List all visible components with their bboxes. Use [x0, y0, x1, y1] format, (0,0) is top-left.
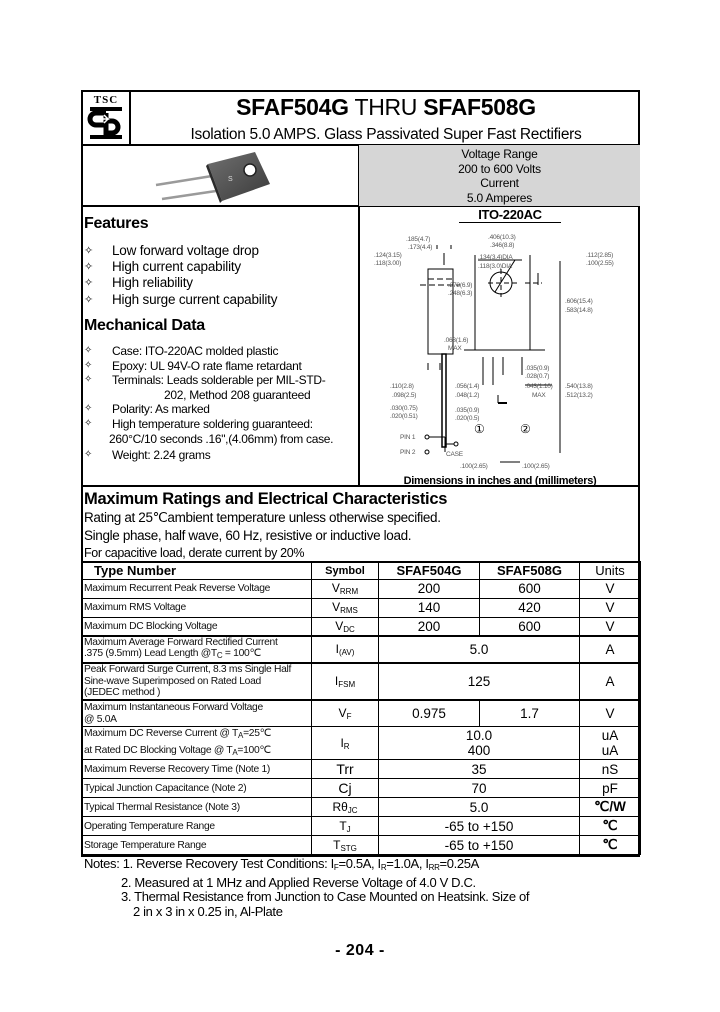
diamond-bullet-icon: ✧: [84, 293, 94, 306]
mechanical-text: Weight: 2.24 grams: [112, 448, 211, 463]
pin2-label: PIN 2: [400, 449, 416, 456]
row-description: [82, 700, 312, 727]
dimension-label: .100(2.65): [460, 463, 488, 470]
rating-condition: Single phase, half wave, 60 Hz, resistive or inductive load.: [84, 528, 412, 543]
symbol-subscript: DC: [343, 624, 355, 634]
row-unit: A: [580, 636, 641, 663]
spec-summary-box: [359, 145, 640, 206]
dimension-label: MAX: [448, 345, 462, 352]
unit-at-100c: uA: [601, 743, 619, 759]
dimension-label: .112(2.85): [586, 252, 614, 259]
dimension-label: .185(4.7): [406, 236, 431, 243]
header-units: Units: [580, 562, 641, 579]
row-unit: V: [580, 598, 641, 617]
symbol-subscript: JC: [347, 805, 358, 815]
row-description: [82, 636, 312, 663]
symbol-base: I: [335, 641, 339, 656]
product-image: [150, 148, 280, 203]
feature-text: High reliability: [112, 275, 193, 291]
dimension-label: .134(3.4)DIA: [478, 254, 513, 261]
footnote-3: 3. Thermal Resistance from Junction to Case Mounted on Heatsink. Size of: [121, 889, 530, 905]
row-value-sfaf508g: 600: [480, 579, 580, 598]
symbol-base: V: [335, 618, 344, 633]
row-description: Typical Junction Capacitance (Note 2): [82, 779, 312, 798]
description-text: =25℃: [243, 728, 271, 740]
dimension-label: .048(1.2): [455, 392, 480, 399]
row-unit: V: [580, 579, 641, 598]
diamond-bullet-icon: ✧: [84, 261, 94, 274]
row-value-combined: 125: [379, 663, 580, 700]
dimension-label: .028(0.7): [525, 373, 550, 380]
description-subscript: A: [232, 747, 238, 757]
header-type-number: Type Number: [82, 562, 312, 579]
dimension-label: .540(13.8): [565, 383, 593, 390]
feature-item: [84, 292, 354, 308]
description-line: [84, 648, 309, 661]
pin2-marker: ②: [520, 422, 531, 436]
row-value-sfaf504g: 0.975: [379, 700, 480, 727]
mechanical-item: [84, 402, 364, 417]
dimension-label: .020(0.5): [455, 415, 480, 422]
row-description: Maximum DC Blocking Voltage: [82, 617, 312, 636]
dimension-label: .118(3.00): [374, 260, 402, 267]
dimension-label: .035(0.9): [455, 407, 480, 414]
row-symbol: [312, 598, 379, 617]
row-unit: nS: [580, 760, 641, 779]
row-description: [82, 663, 312, 700]
footnotes: [84, 857, 529, 919]
row-value-sfaf504g: 200: [379, 579, 480, 598]
mechanical-text: Epoxy: UL 94V-O rate flame retardant: [112, 358, 302, 373]
row-value-combined: 70: [379, 779, 580, 798]
description-line: [84, 728, 309, 741]
page-number: - 204 -: [335, 942, 385, 959]
description-line: Peak Forward Surge Current, 8.3 ms Single Half: [84, 664, 292, 676]
dimension-label: .272(6.9): [448, 282, 473, 289]
table-row: [82, 836, 641, 855]
symbol-base: T: [333, 837, 341, 852]
symbol-base: T: [339, 818, 347, 833]
dimension-label: .063(1.6): [444, 337, 469, 344]
row-value-sfaf508g: 420: [480, 598, 580, 617]
table-row: [82, 779, 641, 798]
footnote-text: Notes: 1. Reverse Recovery Test Conditions: I: [84, 856, 334, 871]
row-description: Storage Temperature Range: [82, 836, 312, 855]
dimension-label: .030(0.75): [390, 405, 418, 412]
mechanical-list: [84, 344, 364, 463]
row-unit: A: [580, 663, 641, 700]
unit-at-25c: uA: [601, 728, 619, 744]
symbol-subscript: RMS: [340, 606, 358, 615]
row-description: Operating Temperature Range: [82, 817, 312, 836]
diamond-bullet-icon: ✧: [84, 374, 93, 386]
table-row: [82, 598, 641, 617]
feature-text: High current capability: [112, 259, 241, 275]
description-subscript: A: [238, 731, 244, 741]
dimension-label: .173(4.4): [408, 244, 433, 251]
table-row: [82, 663, 641, 700]
symbol-subscript: RRM: [339, 587, 359, 596]
row-symbol: [312, 617, 379, 636]
table-row: [82, 760, 641, 779]
ratings-heading: Maximum Ratings and Electrical Characteristics: [84, 490, 448, 508]
dimension-label: .056(1.4): [455, 383, 480, 390]
description-line: @ 5.0A: [84, 713, 117, 725]
row-value-sfaf504g: 200: [379, 617, 480, 636]
symbol-base: Rθ: [332, 799, 348, 814]
dimension-label: .035(0.9): [525, 365, 550, 372]
header-sfaf508g: SFAF508G: [480, 562, 580, 579]
symbol-subscript: (AV): [338, 647, 355, 657]
feature-text: High surge current capability: [112, 291, 278, 307]
dimension-label: .512(13.2): [565, 392, 593, 399]
table-row: [82, 700, 641, 727]
footnote-2: 2. Measured at 1 MHz and Applied Reverse Voltage of 4.0 V D.C.: [121, 874, 476, 890]
footnote-text: =0.25A: [439, 856, 479, 871]
mechanical-heading: Mechanical Data: [84, 317, 205, 334]
logo-divider: [129, 90, 131, 145]
row-value-sfaf508g: 600: [480, 617, 580, 636]
mechanical-item: [84, 448, 364, 463]
dimension-label: MAX: [532, 392, 546, 399]
description-line: (JEDEC method ): [84, 687, 161, 699]
row-value-combined: -65 to +150: [379, 836, 580, 855]
table-row: [82, 636, 641, 663]
row-unit: ℃: [580, 817, 641, 836]
pin1-label: PIN 1: [400, 434, 416, 441]
voltage-range-value: 200 to 600 Volts: [458, 161, 541, 176]
row-value-sfaf504g: 140: [379, 598, 480, 617]
logo-text: TSC: [93, 94, 119, 106]
page-subtitle: Isolation 5.0 AMPS. Glass Passivated Super Fast Rectifiers: [190, 126, 582, 143]
row-symbol: [312, 579, 379, 598]
dimension-label: .110(2.8): [390, 383, 414, 390]
description-text: .375 (9.5mm) Lead Length @T: [84, 648, 217, 660]
row-unit: V: [580, 617, 641, 636]
row-symbol: Cj: [312, 779, 379, 798]
row-symbol: Trr: [312, 760, 379, 779]
table-row: [82, 727, 641, 760]
dimension-label: .583(14.8): [565, 307, 593, 314]
description-text: =100℃: [237, 744, 271, 756]
row-unit: ℃: [580, 836, 641, 855]
symbol-subscript: R: [343, 741, 350, 751]
svg-text:S: S: [228, 176, 233, 183]
dimension-label: .020(0.51): [390, 413, 418, 420]
value-at-100c: 400: [467, 743, 491, 759]
row-symbol: [312, 836, 379, 855]
diamond-bullet-icon: ✧: [84, 403, 93, 415]
row-value-combined: 35: [379, 760, 580, 779]
mechanical-item-continued: [84, 432, 364, 447]
row-symbol: [312, 817, 379, 836]
diamond-bullet-icon: ✧: [84, 417, 93, 429]
header-symbol: Symbol: [312, 562, 379, 579]
mechanical-text: 202, Method 208 guaranteed: [164, 387, 311, 402]
features-heading: Features: [84, 215, 149, 232]
symbol-base: V: [338, 706, 347, 721]
row-description: [82, 727, 312, 760]
diamond-bullet-icon: ✧: [84, 359, 93, 371]
row-symbol: [312, 727, 379, 760]
dimension-label: .118(3.0)DIA: [478, 263, 512, 270]
mechanical-text: High temperature soldering guaranteed:: [112, 416, 313, 431]
mechanical-text: Polarity: As marked: [112, 402, 210, 417]
row-value-combined: 5.0: [379, 798, 580, 817]
feature-item: [84, 259, 354, 275]
mechanical-item-continued: [84, 388, 364, 403]
description-text: at Rated DC Blocking Voltage @ T: [84, 744, 233, 756]
mechanical-text: Terminals: Leads solderable per MIL-STD-: [112, 373, 326, 388]
title-part-start: SFAF504G: [236, 94, 349, 120]
dimension-label: .346(8.8): [490, 242, 515, 249]
mechanical-item: [84, 359, 364, 374]
description-text: Maximum DC Reverse Current @ T: [84, 728, 239, 740]
pin1-marker: ①: [474, 422, 485, 436]
title-thru: THRU: [348, 94, 424, 120]
dimension-label: .100(2.65): [522, 463, 550, 470]
dimension-label: .124(3.15): [374, 252, 402, 259]
row-symbol: [312, 798, 379, 817]
case-label: CASE: [446, 451, 463, 458]
dimension-label: .406(10.3): [488, 234, 516, 241]
feature-item: [84, 275, 354, 291]
diamond-bullet-icon: ✧: [84, 449, 93, 461]
row-description: Typical Thermal Resistance (Note 3): [82, 798, 312, 817]
mechanical-text: Case: ITO-220AC molded plastic: [112, 344, 279, 358]
table-row: [82, 817, 641, 836]
value-at-25c: 10.0: [465, 728, 493, 744]
row-value-combined: [379, 727, 580, 760]
footnote-text: =1.0A, I: [386, 856, 429, 871]
row-unit: pF: [580, 779, 641, 798]
row-description: Maximum Recurrent Peak Reverse Voltage: [82, 579, 312, 598]
row-unit: [580, 727, 641, 760]
ratings-table: [81, 561, 641, 855]
table-row: [82, 798, 641, 817]
table-row: [82, 617, 641, 636]
footnote-1: [84, 857, 529, 876]
symbol-base: V: [332, 600, 341, 614]
symbol-base: I: [334, 673, 339, 688]
row-value-sfaf508g: 1.7: [480, 700, 580, 727]
symbol-subscript: FSM: [338, 679, 356, 689]
current-value: 5.0 Amperes: [466, 190, 533, 205]
description-line: Sine-wave Superimposed on Rated Load: [84, 675, 261, 687]
mechanical-item: [84, 373, 364, 388]
description-line: [84, 745, 309, 758]
mechanical-item: [84, 344, 364, 359]
row-symbol: [312, 636, 379, 663]
rating-condition: Rating at 25℃ambient temperature unless otherwise specified.: [84, 510, 441, 525]
tsc-logo: [83, 92, 129, 142]
row-value-combined: -65 to +150: [379, 817, 580, 836]
dimension-label: .098(2.5): [392, 392, 417, 399]
row-value-combined: 5.0: [379, 636, 580, 663]
symbol-base: V: [331, 581, 340, 595]
rectifier-package-icon: [150, 148, 280, 203]
row-unit: V: [580, 700, 641, 727]
row-description: Maximum RMS Voltage: [82, 598, 312, 617]
mechanical-item: [84, 417, 364, 432]
mechanical-text: 260°C/10 seconds .16",(4.06mm) from case.: [109, 431, 334, 446]
row-unit: ℃/W: [580, 798, 641, 817]
symbol-subscript: STG: [340, 843, 357, 853]
description-text: = 100℃: [222, 648, 261, 660]
package-label: ITO-220AC: [459, 208, 561, 223]
description-line: Maximum Instantaneous Forward Voltage: [84, 702, 263, 714]
footnote-text: =0.5A, I: [338, 856, 381, 871]
row-description: Maximum Reverse Recovery Time (Note 1): [82, 760, 312, 779]
symbol-subscript: F: [346, 712, 352, 722]
dimensions-caption: Dimensions in inches and (millimeters): [403, 475, 597, 487]
features-list: [84, 243, 354, 308]
current-label: Current: [480, 176, 519, 190]
dimension-label: .606(15.4): [565, 298, 593, 305]
diamond-bullet-icon: ✧: [84, 345, 93, 356]
dimension-label: .043(1.10): [525, 383, 553, 390]
page-title: [132, 93, 640, 121]
rating-condition: For capacitive load, derate current by 20%: [84, 546, 305, 560]
feature-item: [84, 243, 354, 259]
table-header-row: [82, 562, 641, 579]
symbol-subscript: J: [346, 824, 351, 834]
diamond-bullet-icon: ✧: [84, 245, 94, 257]
feature-text: Low forward voltage drop: [112, 243, 259, 258]
header-sfaf504g: SFAF504G: [379, 562, 480, 579]
dimension-label: .248(6.3): [448, 290, 473, 297]
description-subscript: C: [216, 651, 223, 661]
row-symbol: [312, 663, 379, 700]
row-symbol: [312, 700, 379, 727]
diamond-bullet-icon: ✧: [84, 277, 94, 290]
title-part-end: SFAF508G: [423, 94, 536, 120]
description-line: Maximum Average Forward Rectified Current: [84, 637, 278, 648]
dimension-drawing: [360, 225, 640, 475]
tsc-logo-icon: [86, 106, 126, 140]
footnote-subscript: R: [380, 863, 387, 872]
footnote-subscript: F: [333, 863, 339, 872]
voltage-range-label: Voltage Range: [461, 147, 538, 161]
table-row: [82, 579, 641, 598]
footnote-3-continued: 2 in x 3 in x 0.25 in, Al-Plate: [133, 903, 283, 919]
footnote-subscript: RR: [428, 863, 440, 872]
symbol-base: I: [340, 735, 344, 750]
dimension-label: .100(2.55): [586, 260, 614, 267]
